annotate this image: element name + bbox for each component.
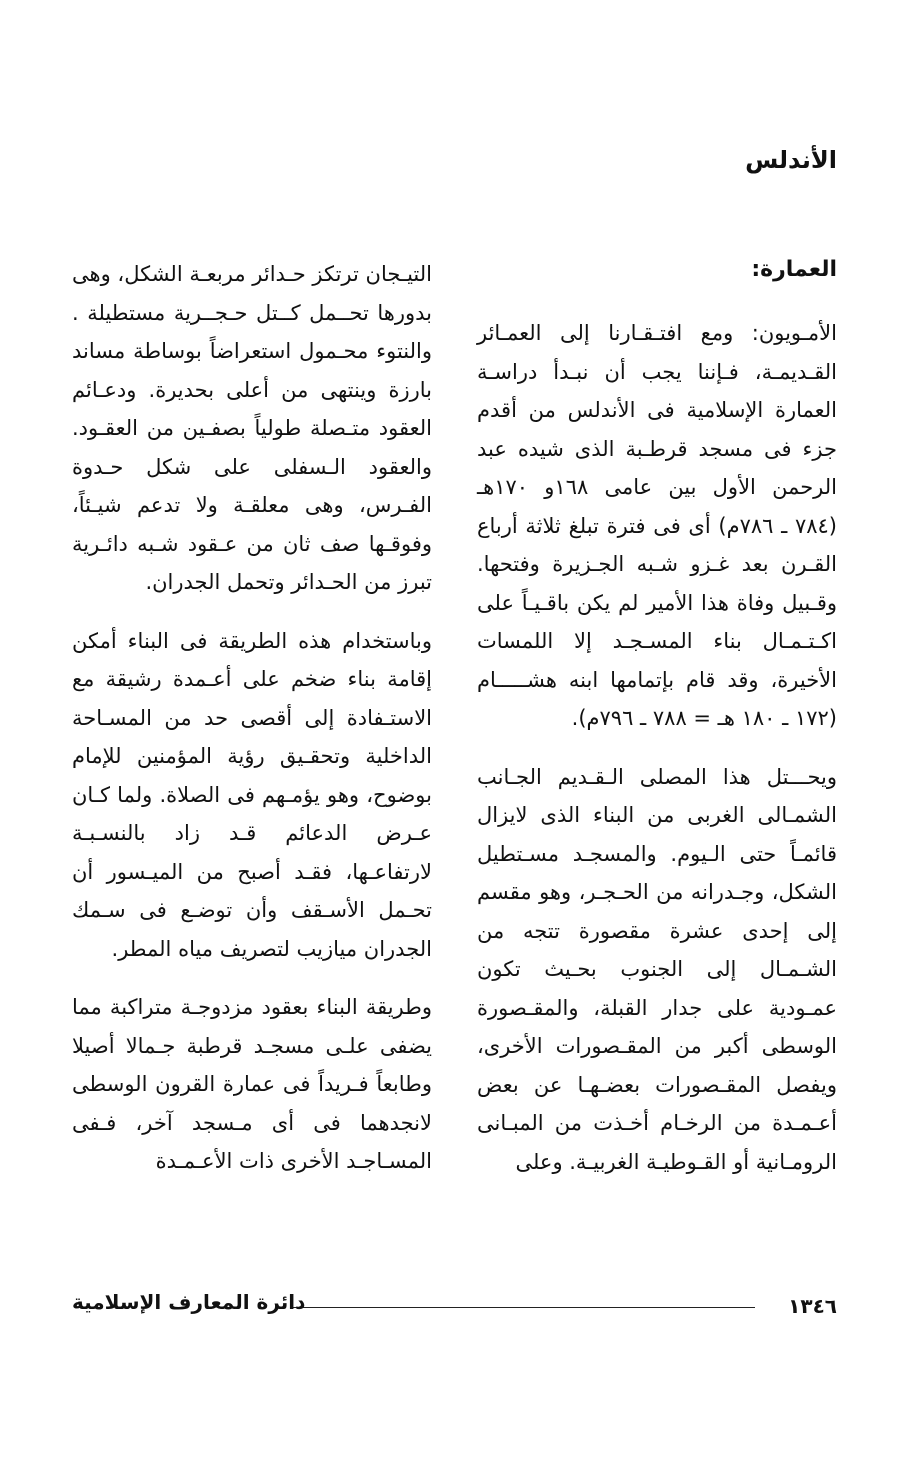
paragraph: ويحـــتل هذا المصلى الـقـديم الجـانب الشمـالى الغربى من البناء الذى لايزال قائمـاً حتى الـيوم. والمسجـد مسـتطيل الشكل، وجـدرانه من الحـجـر، وهو مقسم إلى إحدى عشرة مقصورة تتجه من الشـمـال إلى الجنوب بحـيث تكون عمـودية على جدار القبلة، والمقـصورة الوسطى أكبر من المقـصورات الأخرى، ويفصل المقـصورات بعضـهـا عن بعض أعـمـدة من الرخـام أخـذت من المبـانى الرومـانية أو القـوطيـة الغربيـة. وعلى (477, 764, 837, 1174)
running-head: الأندلس (745, 146, 837, 174)
paragraph: التيـجان ترتكز حـدائر مربعـة الشكل، وهى بدورها تحــمل كــتل حـجــرية مستطيلة . والنتوء محـمول استعراضاً بوساطة مساند بارزة وينتهى من أعلى بحديرة. ودعـائم العقود متـصلة طولياً بصفـين من العقـود. والعقود الـسفلى على شكل حـدوة الفـرس، وهى معلقـة ولا تدعم شيـئاً، وفوقـها صف ثان من عـقود شـبه دائـرية تبرز من الحـدائر وتحمل الجدران. (72, 262, 432, 594)
publication-title: دائرة المعارف الإسلامية (72, 1290, 306, 1314)
paragraph: وطريقة البناء بعقود مزدوجـة متراكبة مما يضفى علـى مسجـد قرطبة جـمالا أصيلا وطابعاً فـريداً فى عمارة القرون الوسطى لانجدهما فى أى مـسجد آخر، فـفى المسـاجـد الأخرى ذات الأعـمـدة (72, 995, 432, 1173)
left-column (72, 255, 432, 1201)
section-heading: العمارة: (751, 257, 837, 282)
footer-divider (292, 1307, 755, 1308)
page-number: ١٣٤٦ (788, 1294, 837, 1318)
right-column (477, 250, 837, 1201)
paragraph: الأمـويون: ومع افتـقـارنا إلى العمـائر القـديمـة، فـإننا يجب أن نبـدأ دراسـة العمارة الإسلامية فى الأندلس من أقدم جزء فى مسجد قرطـبة الذى شيده عبد الرحمن الأول بين عامى ١٦٨و ١٧٠هـ (٧٨٤ ـ ٧٨٦م) أى فى فترة تبلغ ثلاثة أرباع القـرن بعد غـزو شـبه الجـزيرة وفتحها. وقـبيل وفاة هذا الأمير لم يكن باقـيـاً على اكـتـمـال بناء المسـجـد إلا اللمسات الأخيرة، وقد قام بإتمامها ابنه هشـــــام (١٧٢ ـ ١٨٠ هـ = ٧٨٨ ـ ٧٩٦م). (477, 321, 838, 730)
page-footer (72, 1288, 837, 1328)
paragraph: وباستخدام هذه الطريقة فى البناء أمكن إقامة بناء ضخم على أعـمدة رشيقة مع الاستـفادة إلى أقصى حد من المسـاحة الداخلية وتحقـيق رؤية المؤمنين للإمام بوضوح، وهو يؤمـهم فى الصلاة. ولما كـان عـرض الدعائم قـد زاد بالنسـبـة لارتفاعـها، فقـد أصبح من الميـسور أن تحـمل الأسـقف وأن توضـع فى سـمك الجدران ميازيب لتصريف مياه المطر. (72, 628, 432, 961)
